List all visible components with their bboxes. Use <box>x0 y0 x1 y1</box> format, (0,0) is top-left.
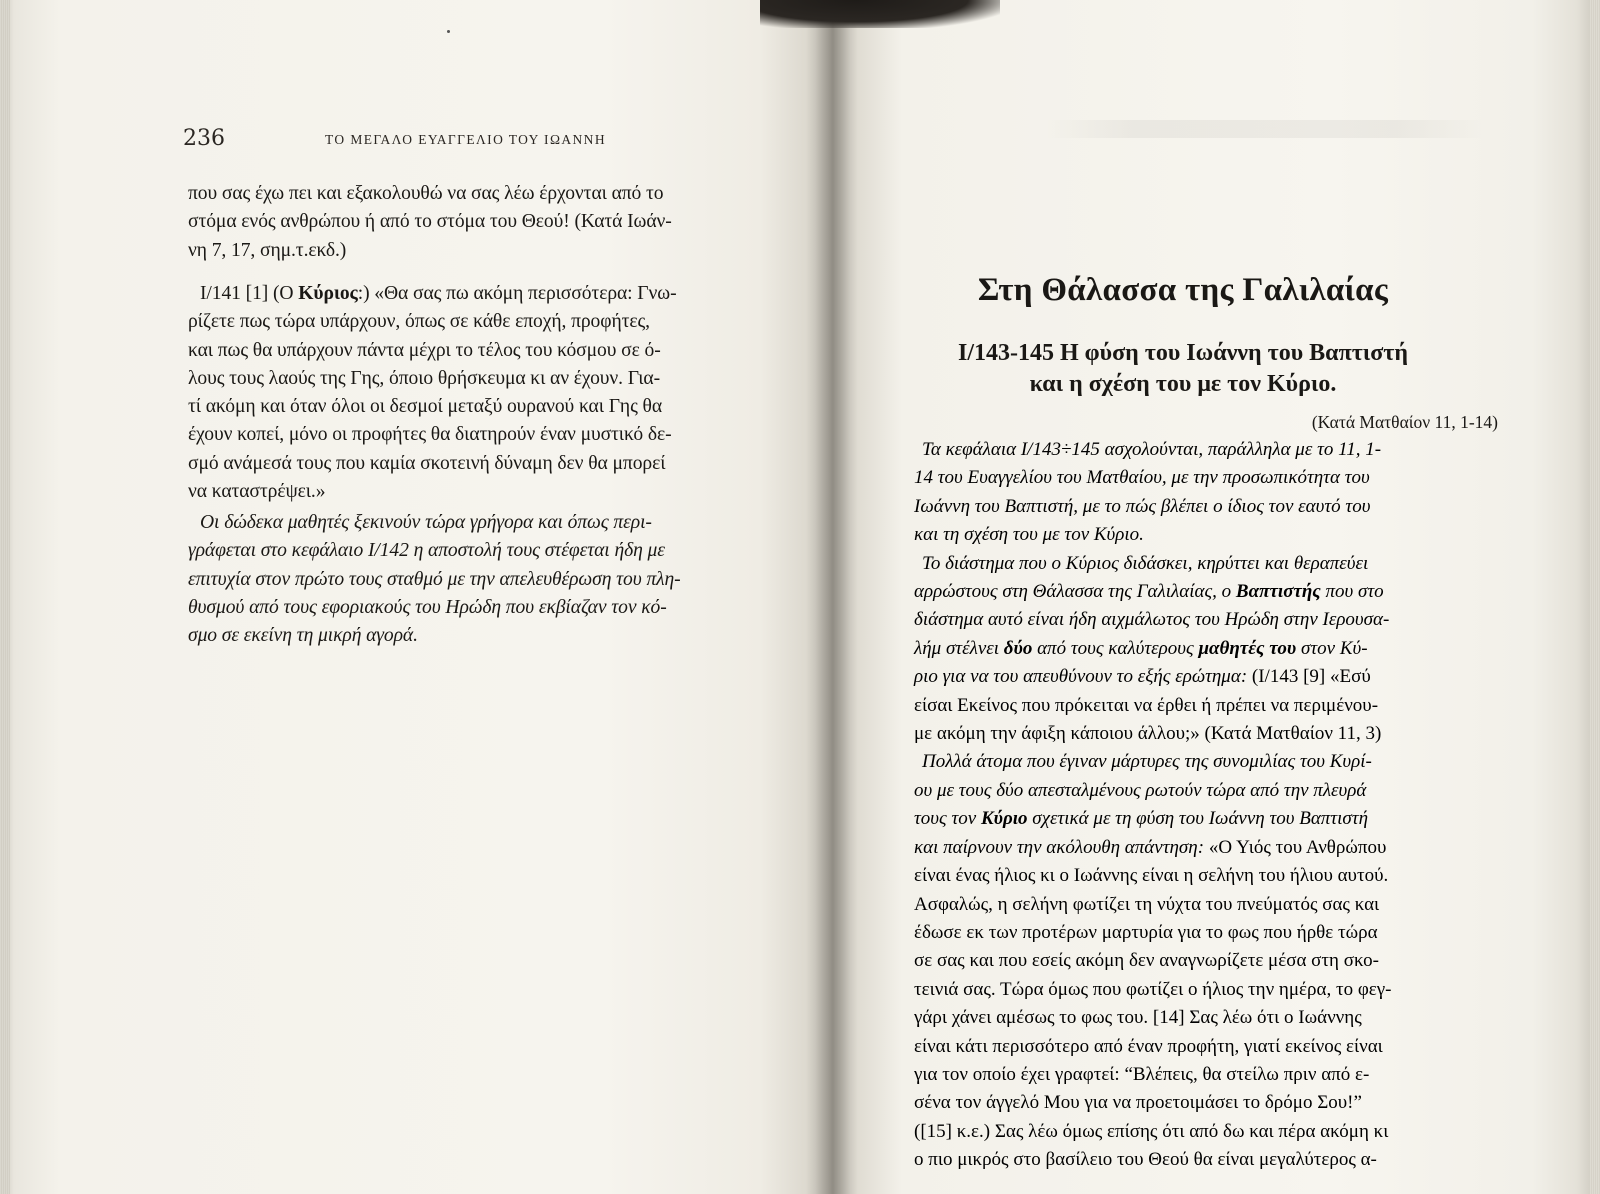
text-segment: ([15] κ.ε.) Σας λέω όμως επίσης ότι από δω και πέρα ακόμη κι <box>914 1120 1389 1142</box>
text-segment: διάστημα αυτό είναι ήδη αιχμάλωτος του Ηρώδη στην Ιερουσα- <box>914 609 1390 631</box>
text-segment: Τα κεφάλαια I/143÷145 ασχολούνται, παράλληλα με το 11, 1- <box>922 439 1382 460</box>
text-segment: σένα τον άγγελό Μου για να προετοιμάσει το δρόμο Σου!” <box>914 1092 1362 1114</box>
paragraph-lead: I/141 [1] (Ο <box>200 283 299 304</box>
text-segment: μαθητές του <box>1198 637 1297 659</box>
text-segment: είναι κάτι περισσότερο από έναν προφήτη, γιατί εκείνος είναι <box>914 1035 1383 1057</box>
text-segment: ου με τους δύο απεσταλμένους ρωτούν τώρα από την πλευρά <box>914 779 1367 801</box>
paragraph-i141 <box>188 280 762 506</box>
text-segment: είσαι Εκείνος που πρόκειται να έρθει ή πρέπει να περιμένου- <box>914 694 1379 716</box>
text-line: έχουν κοπεί, μόνο οι προφήτες θα διατηρούν έναν μυστικό δε- <box>188 424 672 446</box>
text-segment: Πολλά άτομα που έγιναν μάρτυρες της συνομιλίας του Κυρί- <box>922 751 1372 773</box>
text-line: Οι δώδεκα μαθητές ξεκινούν τώρα γρήγορα και όπως περι- <box>200 512 652 533</box>
text-segment: τεινιά σας. Τώρα όμως που φωτίζει ο ήλιος την ημέρα, το φεγ- <box>914 978 1392 1000</box>
text-line: σμό ανάμεσά τους που καμία σκοτεινή δύναμη δεν θα μπορεί <box>188 452 666 474</box>
text-segment: και παίρνουν την ακόλουθη απάντηση: <box>914 836 1209 858</box>
text-segment: ριο για να του απευθύνουν το εξής ερώτημα: <box>914 666 1252 688</box>
text-segment: με ακόμη την άφιξη κάποιου άλλου;» (Κατά Ματθαίον 11, 3) <box>914 723 1382 745</box>
text-segment: σχετικά με τη φύση του Ιωάννη του Βαπτιστή <box>1027 808 1369 830</box>
right-paragraph-2 <box>914 550 1498 749</box>
text-segment: που στο <box>1320 581 1384 603</box>
text-segment: 14 του Ευαγγελίου του Ματθαίου, με την προσωπικότητα του <box>914 467 1370 489</box>
text-segment: γάρι χάνει αμέσως το φως του. [14] Σας λέω ότι ο Ιωάννης <box>914 1007 1362 1029</box>
right-paragraph-1 <box>914 436 1498 550</box>
paragraph-lead-after: :) «Θα σας πω ακόμη περισσότερα: Γνω- <box>357 283 677 304</box>
text-segment: λήμ στέλνει <box>914 637 1004 659</box>
text-line: σμο σε εκείνη τη μικρή αγορά. <box>188 625 418 647</box>
paragraph-continuation <box>188 180 762 265</box>
text-line: νη 7, 17, σημ.τ.εκδ.) <box>188 239 347 261</box>
paragraph-twelve-disciples <box>188 509 762 650</box>
text-segment: έδωσε εκ των προτέρων μαρτυρία για το φως που ήρθε τώρα <box>914 921 1378 943</box>
text-segment: Βαπτιστής <box>1235 581 1321 603</box>
text-line: τί ακόμη και όταν όλοι οι δεσμοί μεταξύ ουρανού και Γης θα <box>188 396 662 418</box>
text-segment: Το διάστημα που ο Κύριος διδάσκει, κηρύττει και θεραπεύει <box>922 552 1369 574</box>
text-segment: για τον οποίο έχει γραφτεί: “Βλέπεις, θα στείλω πριν από ε- <box>914 1063 1370 1085</box>
running-title: ΤΟ ΜΕΓΑΛΟ ΕΥΑΓΓΕΛΙΟ ΤΟΥ ΙΩΑΝΝΗ <box>325 132 606 147</box>
text-line: στόμα ενός ανθρώπου ή από το στόμα του Θεού! (Κατά Ιωάν- <box>188 211 672 233</box>
page-edge-right <box>1590 0 1600 1194</box>
text-segment: αρρώστους στη Θάλασσα της Γαλιλαίας, ο <box>914 581 1236 603</box>
text-line: και πως θα υπάρχουν πάντα μέχρι το τέλος του κόσμου σε ό- <box>188 339 661 361</box>
lord-bold: Κύριος <box>298 283 358 304</box>
page-edge-left <box>0 0 10 1194</box>
dust-speck <box>447 30 450 33</box>
text-segment: είναι ένας ήλιος κι ο Ιωάννης είναι η σελήνη του ήλιου αυτού. <box>914 865 1389 887</box>
page-number: 236 <box>183 126 225 151</box>
text-line: ρίζετε πως τώρα υπάρχουν, όπως σε κάθε εποχή, προφήτες, <box>188 311 650 333</box>
text-line: να καταστρέψει.» <box>188 481 326 503</box>
running-head <box>183 126 748 156</box>
text-segment: δύο <box>1003 637 1033 659</box>
show-through-ghost <box>1045 120 1485 138</box>
text-line: γράφεται στο κεφάλαιο I/142 η αποστολή τους στέφεται ήδη με <box>188 540 665 562</box>
text-line: επιτυχία στον πρώτο τους σταθμό με την απελευθέρωση του πλη- <box>188 568 681 590</box>
spine-top-shadow <box>760 0 1000 28</box>
text-segment: Κύριο <box>980 808 1028 830</box>
chapter-subtitle <box>882 338 1484 400</box>
right-paragraph-3 <box>914 748 1498 1174</box>
text-segment: από τους καλύτερους <box>1032 637 1199 659</box>
text-line: θυσμού από τους εφοριακούς του Ηρώδη που εκβίαζαν τον κό- <box>188 596 667 618</box>
text-line: που σας έχω πει και εξακολουθώ να σας λέω έρχονται από το <box>188 183 664 204</box>
text-line: λους τους λαούς της Γης, όποιο θρήσκευμα κι αν έχουν. Για- <box>188 367 661 389</box>
chapter-title: Στη Θάλασσα της Γαλιλαίας <box>977 272 1389 308</box>
text-segment: τους τον <box>914 808 981 830</box>
subtitle-line: και η σχέση του με τον Κύριο. <box>1029 371 1337 397</box>
text-segment: Ασφαλώς, η σελήνη φωτίζει τη νύχτα του πνεύματός σας και <box>914 893 1380 915</box>
text-segment: Ιωάννη του Βαπτιστή, με το πώς βλέπει ο ίδιος τον εαυτό του <box>914 495 1371 517</box>
text-segment: «Ο Υιός του Ανθρώπου <box>1208 836 1387 858</box>
scripture-reference: (Κατά Ματθαίον 11, 1-14) <box>1311 412 1498 432</box>
text-segment: και τη σχέση του με τον Κύριο. <box>914 524 1144 546</box>
right-body-text <box>914 436 1498 1175</box>
text-segment: ο πιο μικρός στο βασίλειο του Θεού θα είναι μεγαλύτερος α- <box>914 1149 1377 1171</box>
text-segment: σε σας και που εσείς ακόμη δεν αναγνωρίζετε μέσα στη σκο- <box>914 950 1379 972</box>
text-segment: (I/143 [9] «Εσύ <box>1251 666 1371 688</box>
text-segment: στον Κύ- <box>1296 637 1368 659</box>
subtitle-line: I/143-145 Η φύση του Ιωάννη του Βαπτιστή <box>958 340 1408 366</box>
